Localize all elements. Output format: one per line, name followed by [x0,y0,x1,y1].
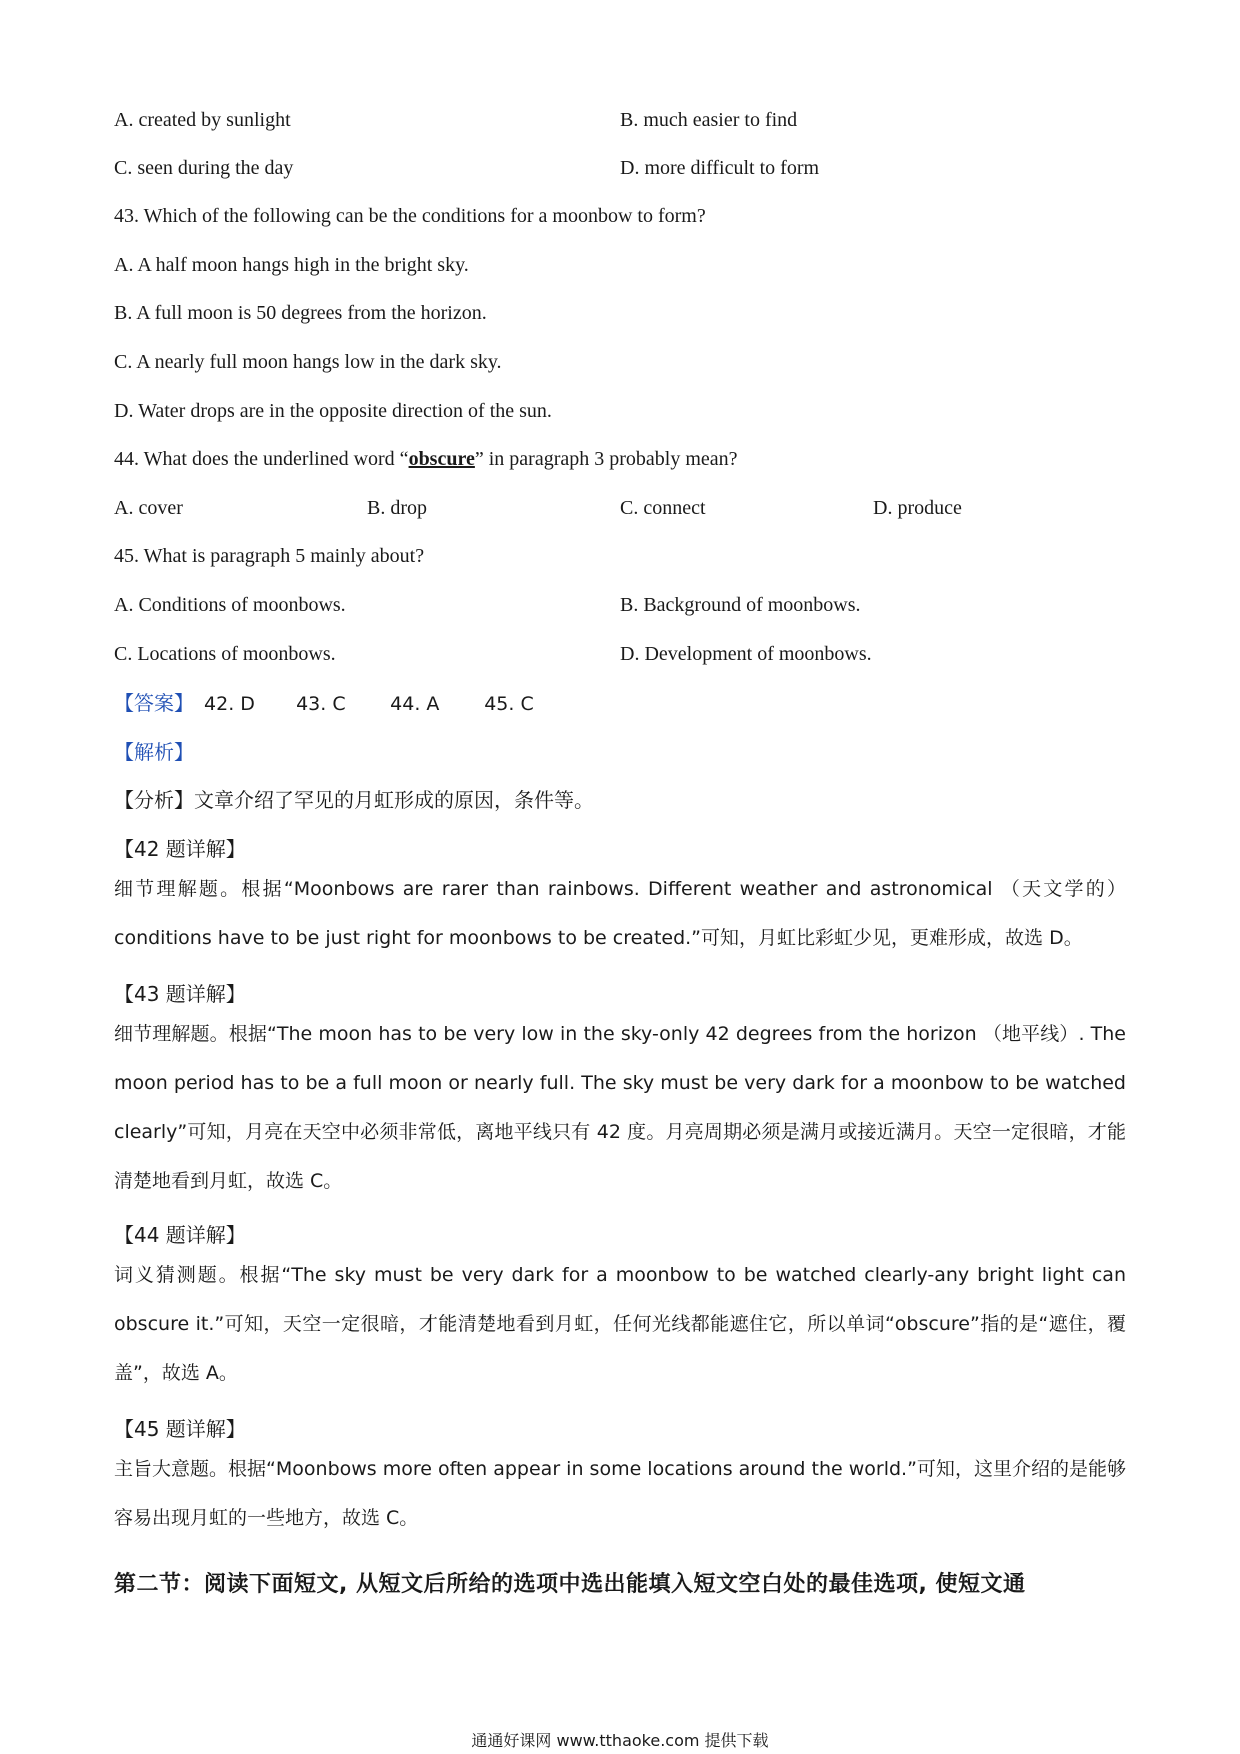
answer-line [114,690,534,717]
analysis-summary: 【分析】文章介绍了罕见的月虹形成的原因，条件等。 [114,788,594,812]
q45-option-d: D. Development of moonbows. [620,643,872,665]
q43-option-c: C. A nearly full moon hangs low in the dark sky. [114,351,502,373]
q44-option-a: A. cover [114,497,183,519]
q45-option-b: B. Background of moonbows. [620,594,861,616]
answer-tag: 【答案】 [114,691,194,715]
q42-option-a: A. created by sunlight [114,109,291,131]
analysis-tag: 【解析】 [114,740,194,764]
answer-item: 43. C [296,693,346,715]
q44-option-b: B. drop [367,497,427,519]
detail-text-42: 细节理解题。根据“Moonbows are rarer than rainbows. Different weather and astronomical （天文学的） conditions have to be just right for moonbows to be created.”可知，月虹比彩虹少见，更难形成，故选 D。 [114,878,1126,949]
q43-option-b: B. A full moon is 50 degrees from the horizon. [114,302,487,324]
q45-option-c: C. Locations of moonbows. [114,643,336,665]
q43-option-a: A. A half moon hangs high in the bright sky. [114,254,469,276]
q43-question: 43. Which of the following can be the conditions for a moonbow to form? [114,205,706,227]
q42-option-b: B. much easier to find [620,109,798,131]
section-heading: 第二节：阅读下面短文, 从短文后所给的选项中选出能填入短文空白处的最佳选项, 使短文通 [114,1572,1026,1597]
answer-item: 44. A [390,693,440,715]
q44-option-d: D. produce [873,497,962,519]
q44-question-before: 44. What does the underlined word “ [114,448,409,470]
detail-heading-44: 【44 题详解】 [114,1223,246,1247]
q44-question [114,446,738,472]
detail-text-44: 词义猜测题。根据“The sky must be very dark for a moonbow to be watched clearly-any bright light can obscure it.”可知，天空一定很暗，才能清楚地看到月虹，任何光线都能遮住它，所以单词“obscure”指的是“遮住，覆盖”，故选 A。 [114,1264,1126,1384]
detail-heading-45: 【45 题详解】 [114,1417,246,1441]
q44-underlined-word: obscure [408,448,475,470]
detail-heading-43: 【43 题详解】 [114,982,246,1006]
detail-heading-42: 【42 题详解】 [114,837,246,861]
q44-option-c: C. connect [620,497,706,519]
q45-question: 45. What is paragraph 5 mainly about? [114,545,425,567]
q42-option-c: C. seen during the day [114,157,294,179]
detail-text-43: 细节理解题。根据“The moon has to be very low in the sky-only 42 degrees from the horizon （地平线）. The moon period has to be a full moon or nearly full. The sky must be very dark for a moonbow to be watched clearly”可知，月亮在天空中必须非常低，离地平线只有 42 度。月亮周期必须是满月或接近满月。天空一定很暗，才能清楚地看到月虹，故选 C。 [114,1023,1126,1192]
answer-item: 45. C [484,693,534,715]
q42-option-d: D. more difficult to form [620,157,820,179]
footer-source: 通通好课网 www.tthaoke.com 提供下载 [471,1731,769,1750]
q44-question-after: ” in paragraph 3 probably mean? [474,448,738,470]
detail-text-45: 主旨大意题。根据“Moonbows more often appear in some locations around the world.”可知，这里介绍的是能够容易出现月虹的一些地方，故选 C。 [114,1458,1126,1529]
q45-option-a: A. Conditions of moonbows. [114,594,346,616]
q43-option-d: D. Water drops are in the opposite direction of the sun. [114,400,552,422]
answer-item: 42. D [204,693,255,715]
